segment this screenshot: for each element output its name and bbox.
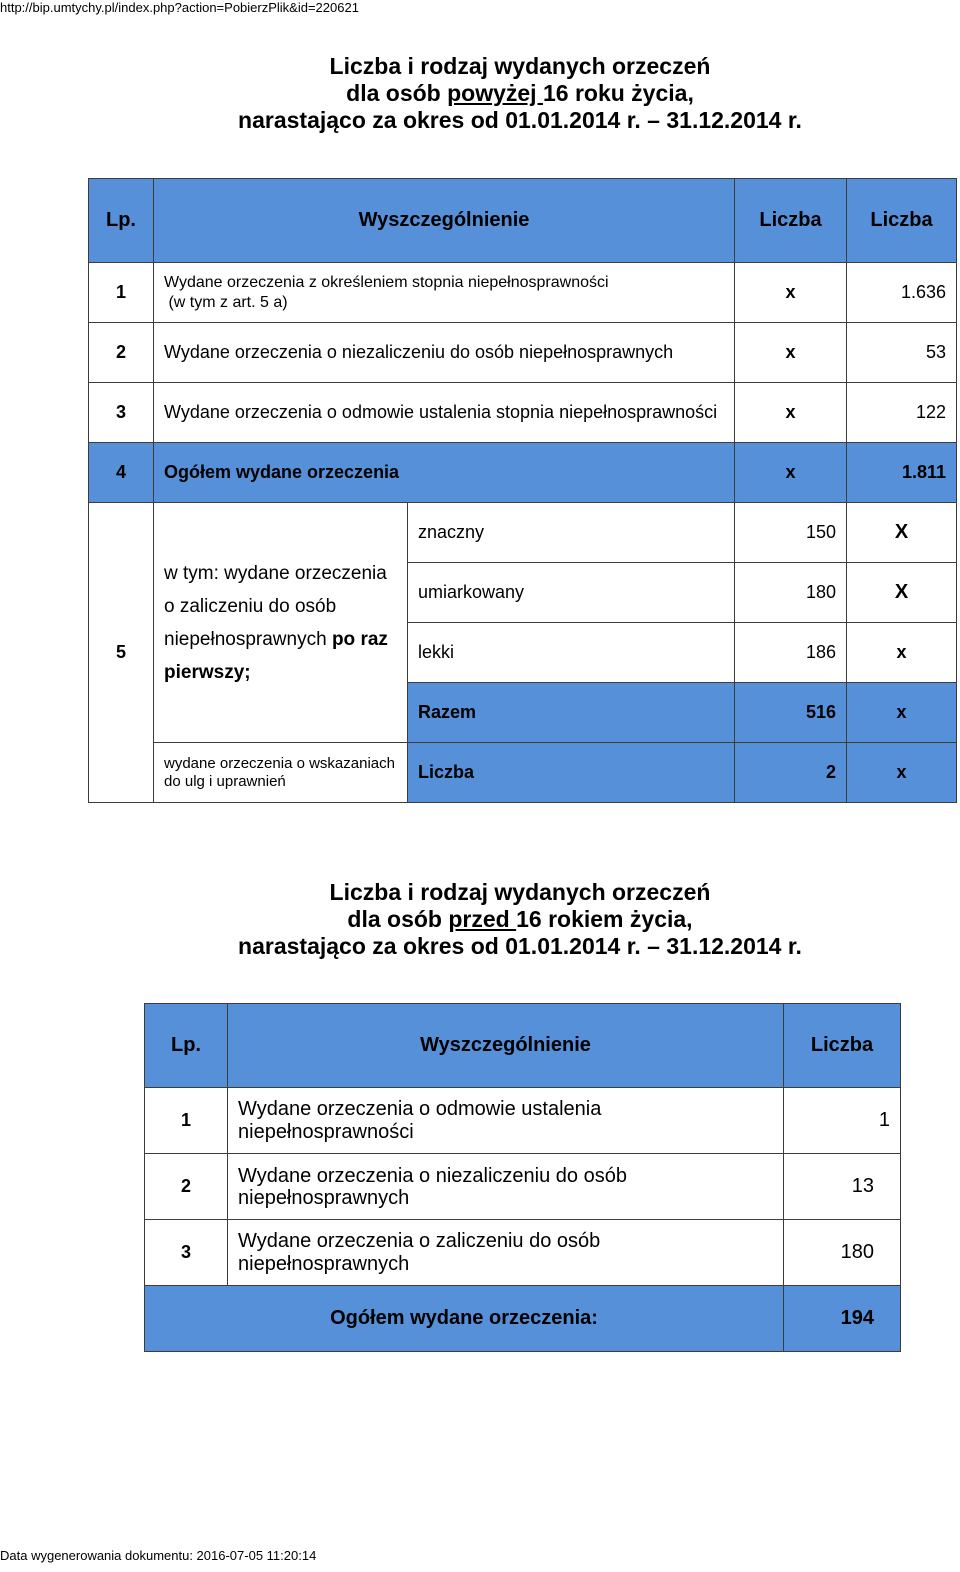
- degree-v1: 180: [735, 563, 847, 623]
- section1-title-line1: Liczba i rodzaj wydanych orzeczeń: [329, 53, 711, 79]
- table-row: [89, 263, 957, 323]
- ulg-v1: 2: [735, 743, 847, 803]
- row-v2: 1.811: [847, 443, 957, 503]
- row-value: 1: [784, 1088, 901, 1154]
- section2-title-line3: narastająco za okres od 01.01.2014 r. – 31.12.2014 r.: [238, 933, 802, 959]
- header-lp: Lp.: [89, 179, 154, 263]
- row-v1: x: [735, 323, 847, 383]
- degree-row: [89, 503, 957, 563]
- row-desc: Wydane orzeczenia o odmowie ustalenia niepełnosprawności: [228, 1088, 784, 1154]
- row-lp: 2: [145, 1154, 228, 1220]
- degree-v2: X: [847, 503, 957, 563]
- row5-desc: w tym: wydane orzeczenia o zaliczeniu do osób niepełnosprawnych po raz pierwszy;: [154, 503, 408, 743]
- ulg-v2: x: [847, 743, 957, 803]
- section2-title-line1: Liczba i rodzaj wydanych orzeczeń: [329, 879, 711, 905]
- section1-title-line3: narastająco za okres od 01.01.2014 r. – 31.12.2014 r.: [238, 107, 802, 133]
- header-count: Liczba: [784, 1004, 901, 1088]
- table-row: [145, 1154, 901, 1220]
- degree-label: znaczny: [408, 503, 735, 563]
- degree-v2: x: [847, 623, 957, 683]
- subtotal-v2: x: [847, 683, 957, 743]
- degree-v2: X: [847, 563, 957, 623]
- header-desc: Wyszczególnienie: [228, 1004, 784, 1088]
- degree-v1: 150: [735, 503, 847, 563]
- header-count2: Liczba: [847, 179, 957, 263]
- row-v1: x: [735, 263, 847, 323]
- row-lp: 2: [89, 323, 154, 383]
- row-desc: Wydane orzeczenia z określeniem stopnia niepełnosprawności (w tym z art. 5 a): [154, 263, 735, 323]
- section2-title: [0, 879, 960, 960]
- row-value: 13: [784, 1154, 901, 1220]
- ulg-desc: wydane orzeczenia o wskazaniach do ulg i uprawnień: [154, 743, 408, 803]
- total-label: Ogółem wydane orzeczenia:: [145, 1286, 784, 1352]
- header-desc: Wyszczególnienie: [154, 179, 735, 263]
- degree-label: umiarkowany: [408, 563, 735, 623]
- table-header-row: [89, 179, 957, 263]
- row-desc: Wydane orzeczenia o niezaliczeniu do osób niepełnosprawnych: [228, 1154, 784, 1220]
- total-row: [89, 443, 957, 503]
- row-desc: Wydane orzeczenia o odmowie ustalenia stopnia niepełnosprawności: [154, 383, 735, 443]
- table-under-16: [144, 1003, 901, 1352]
- table-header-row: [145, 1004, 901, 1088]
- section2-title-line2: dla osób przed 16 rokiem życia,: [347, 906, 693, 932]
- degree-label: lekki: [408, 623, 735, 683]
- row-lp: 1: [145, 1088, 228, 1154]
- row-v1: x: [735, 443, 847, 503]
- subtotal-v1: 516: [735, 683, 847, 743]
- section1-title-line2: dla osób powyżej 16 roku życia,: [346, 80, 694, 106]
- row-lp: 3: [145, 1220, 228, 1286]
- header-count1: Liczba: [735, 179, 847, 263]
- table-over-16: [88, 178, 957, 803]
- ulg-row: [89, 743, 957, 803]
- subtotal-label: Razem: [408, 683, 735, 743]
- section1-title: [0, 53, 960, 134]
- row-lp: 4: [89, 443, 154, 503]
- row-v2: 122: [847, 383, 957, 443]
- total-value: 194: [784, 1286, 901, 1352]
- degree-v1: 186: [735, 623, 847, 683]
- table-row: [89, 323, 957, 383]
- row-v2: 53: [847, 323, 957, 383]
- header-lp: Lp.: [145, 1004, 228, 1088]
- generation-date: Data wygenerowania dokumentu: 2016-07-05 11:20:14: [0, 1548, 317, 1563]
- row-desc: Ogółem wydane orzeczenia: [154, 443, 735, 503]
- row-value: 180: [784, 1220, 901, 1286]
- source-url: http://bip.umtychy.pl/index.php?action=PobierzPlik&id=220621: [0, 0, 359, 15]
- row-lp: 3: [89, 383, 154, 443]
- row-desc: Wydane orzeczenia o zaliczeniu do osób niepełnosprawnych: [228, 1220, 784, 1286]
- table-row: [145, 1088, 901, 1154]
- total-row: [145, 1286, 901, 1352]
- table-row: [89, 383, 957, 443]
- row5-lp: 5: [89, 503, 154, 803]
- table-row: [145, 1220, 901, 1286]
- ulg-label: Liczba: [408, 743, 735, 803]
- row-desc: Wydane orzeczenia o niezaliczeniu do osób niepełnosprawnych: [154, 323, 735, 383]
- row-v1: x: [735, 383, 847, 443]
- row-lp: 1: [89, 263, 154, 323]
- row-v2: 1.636: [847, 263, 957, 323]
